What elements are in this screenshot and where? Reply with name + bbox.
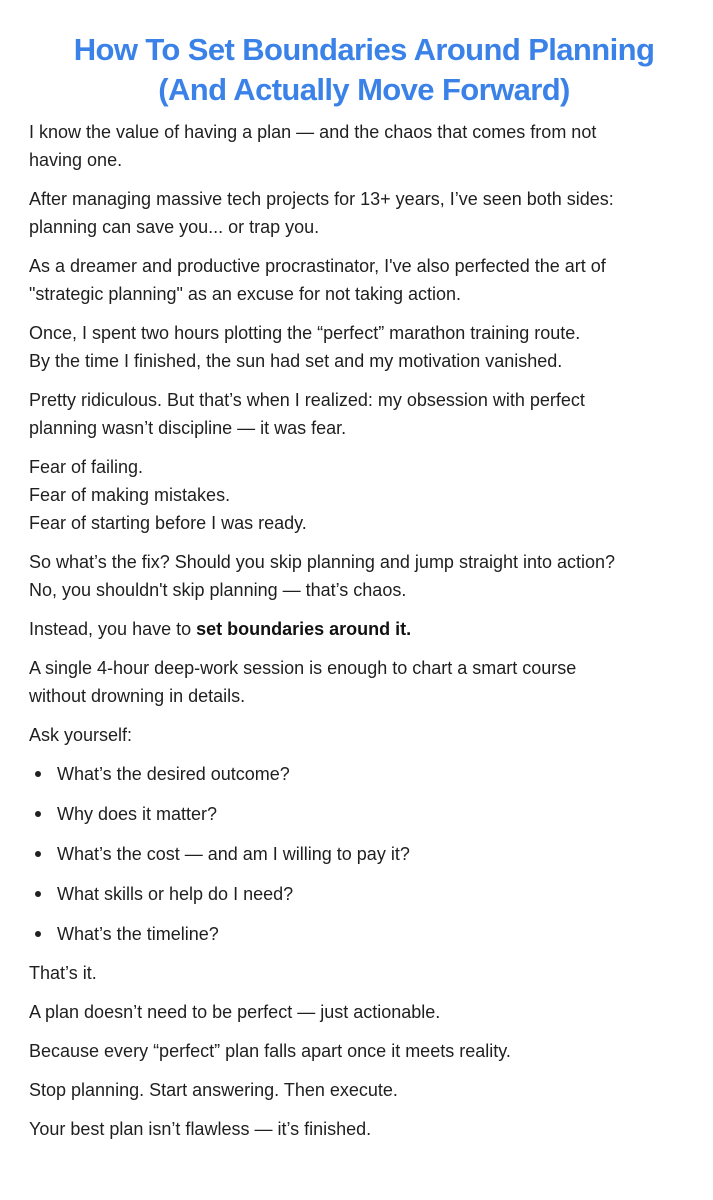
article-title (29, 30, 699, 110)
bullet-icon (35, 851, 41, 857)
paragraph-line: without drowning in details. (29, 686, 246, 706)
paragraph-deep-work (29, 654, 699, 710)
fear-line: Fear of starting before I was ready. (29, 513, 307, 533)
list-item-text: Why does it matter? (57, 804, 218, 824)
fear-line: Fear of failing. (29, 457, 144, 477)
paragraph-boundaries (29, 615, 699, 643)
article-title-line-2: (And Actually Move Forward) (158, 72, 570, 107)
paragraph-finished: Your best plan isn’t flawless — it’s finished. (29, 1119, 372, 1139)
emphasis-text: set boundaries around it. (196, 619, 412, 639)
list-item-text: What’s the timeline? (57, 924, 219, 944)
fear-line: Fear of making mistakes. (29, 485, 231, 505)
paragraph-line: "strategic planning" as an excuse for not taking action. (29, 284, 462, 304)
bullet-icon (35, 891, 41, 897)
paragraph-procrastinator (29, 252, 699, 308)
paragraph-realization (29, 386, 699, 442)
list-item-text: What skills or help do I need? (57, 884, 294, 904)
list-item (29, 800, 699, 828)
paragraph-intro (29, 118, 699, 174)
list-item (29, 920, 699, 948)
paragraph-execute: Stop planning. Start answering. Then execute. (29, 1080, 398, 1100)
list-item-text: What’s the desired outcome? (57, 764, 290, 784)
paragraph-marathon (29, 319, 699, 375)
paragraph-line: No, you shouldn't skip planning — that’s chaos. (29, 580, 407, 600)
paragraph-line: As a dreamer and productive procrastinator, I've also perfected the art of (29, 256, 606, 276)
bullet-icon (35, 811, 41, 817)
paragraph-line: planning wasn’t discipline — it was fear. (29, 418, 347, 438)
bullet-icon (35, 931, 41, 937)
paragraph-line: By the time I finished, the sun had set and my motivation vanished. (29, 351, 563, 371)
list-item (29, 840, 699, 868)
paragraph-text: Instead, you have to (29, 619, 197, 639)
paragraph-reality: Because every “perfect” plan falls apart once it meets reality. (29, 1041, 511, 1061)
bullet-icon (35, 771, 41, 777)
paragraph-line: After managing massive tech projects for 13+ years, I’ve seen both sides: (29, 189, 614, 209)
article-title-line-1: How To Set Boundaries Around Planning (73, 32, 655, 67)
paragraph-line: I know the value of having a plan — and the chaos that comes from not (29, 122, 597, 142)
questions-list (29, 760, 699, 948)
paragraph-line: having one. (29, 150, 123, 170)
paragraph-fix (29, 548, 699, 604)
paragraph-line: So what’s the fix? Should you skip planning and jump straight into action? (29, 552, 616, 572)
paragraph-ask: Ask yourself: (29, 725, 133, 745)
paragraph-line: planning can save you... or trap you. (29, 217, 320, 237)
paragraph-line: A single 4-hour deep-work session is enough to chart a smart course (29, 658, 577, 678)
paragraph-fears (29, 453, 699, 537)
list-item (29, 760, 699, 788)
list-item (29, 880, 699, 908)
paragraph-line: Pretty ridiculous. But that’s when I realized: my obsession with perfect (29, 390, 585, 410)
list-item-text: What’s the cost — and am I willing to pay it? (57, 844, 410, 864)
paragraph-actionable: A plan doesn’t need to be perfect — just actionable. (29, 1002, 441, 1022)
article (29, 30, 699, 1154)
paragraph-thats-it: That’s it. (29, 963, 97, 983)
paragraph-experience (29, 185, 699, 241)
paragraph-line: Once, I spent two hours plotting the “perfect” marathon training route. (29, 323, 581, 343)
